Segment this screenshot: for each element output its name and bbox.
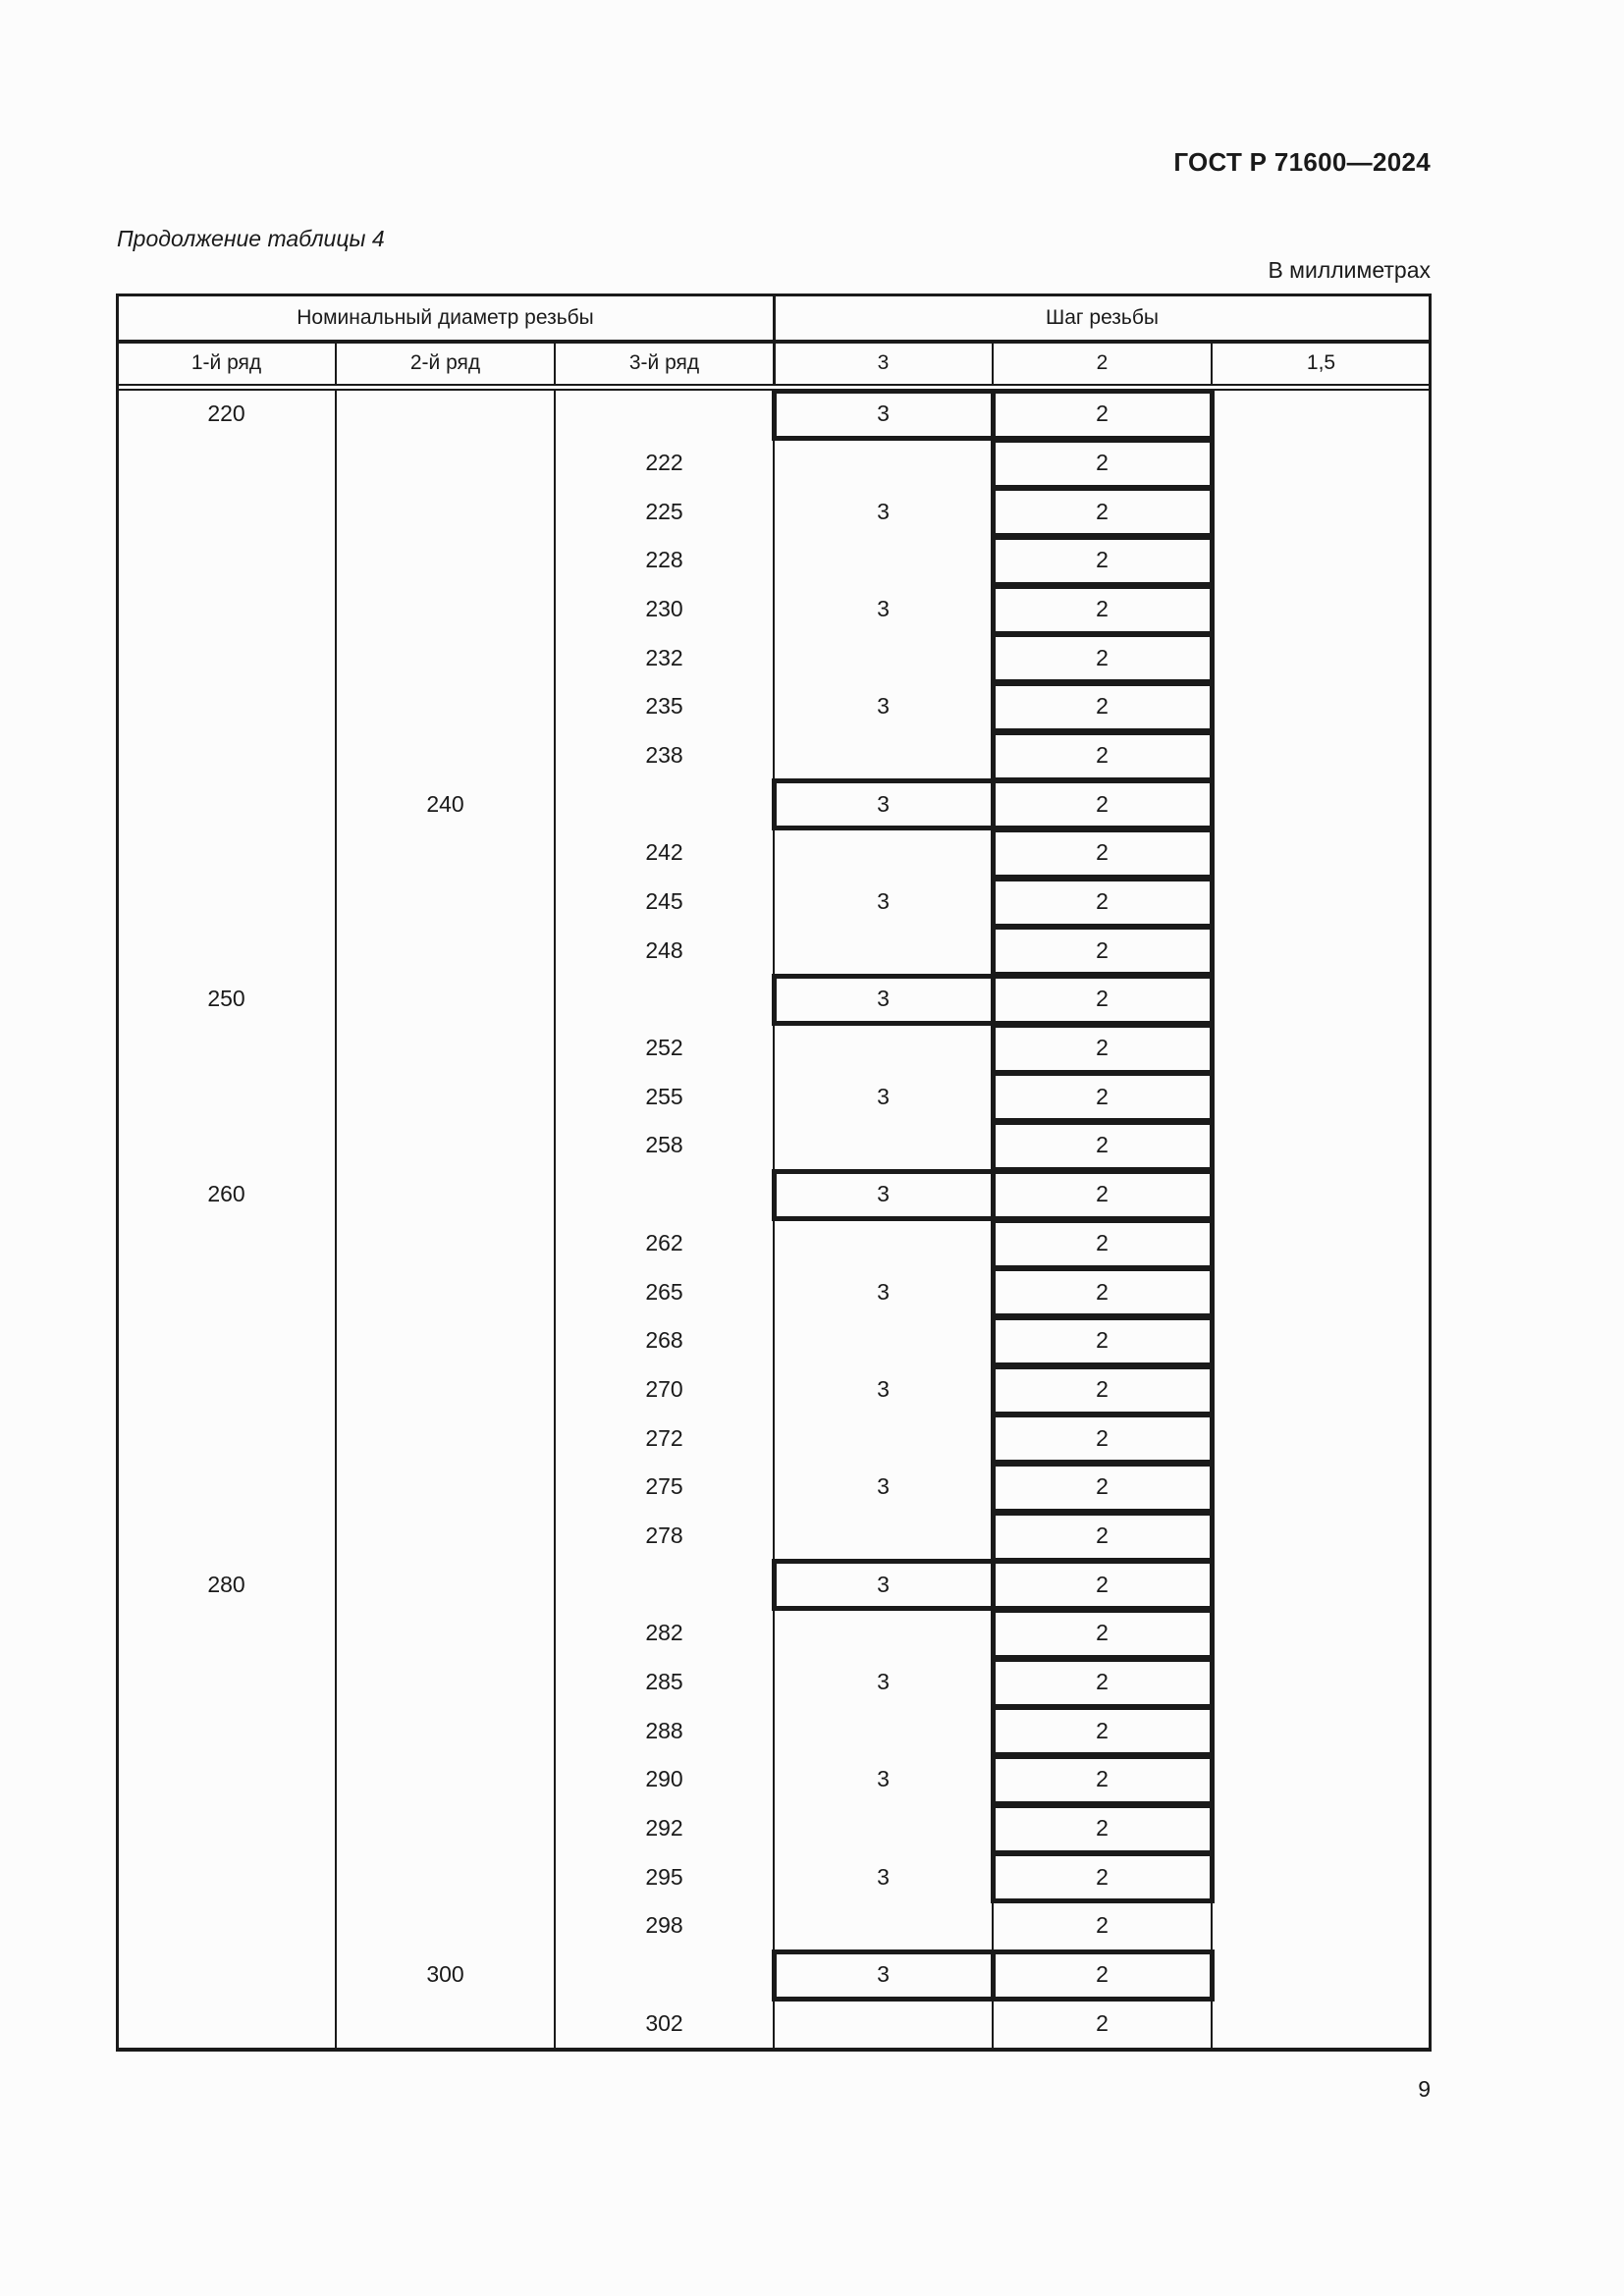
- column-header-pitch-3: 3: [877, 351, 890, 374]
- cell-pitch-3: [774, 1999, 993, 2048]
- cell-pitch-1-5: [1212, 828, 1431, 878]
- vline-group: [773, 294, 776, 385]
- cell-pitch-2: 2: [1096, 888, 1109, 915]
- units-note: В миллиметрах: [1268, 257, 1431, 283]
- cell-pitch-3: [774, 926, 993, 975]
- highlight-box-pitch-2: [991, 389, 1215, 441]
- cell-row-2: [336, 1365, 555, 1415]
- cell-row-1: [117, 487, 336, 536]
- cell-pitch-3: [774, 1804, 993, 1853]
- highlight-box-pitch-2: [991, 486, 1215, 538]
- cell-row-2: [336, 1170, 555, 1219]
- cell-row-1: [117, 1512, 336, 1561]
- cell-row-3: 288: [645, 1717, 683, 1743]
- highlight-box-pitch-2: [991, 1315, 1215, 1367]
- highlight-box-pitch-2: [991, 925, 1215, 977]
- highlight-box-pitch-2: [991, 1364, 1215, 1416]
- cell-row-3: [555, 779, 774, 828]
- highlight-box-pitch-2: [991, 1266, 1215, 1318]
- highlight-box-pitch-3: [772, 389, 996, 441]
- cell-row-2: [336, 1852, 555, 1901]
- cell-row-1: [117, 1219, 336, 1268]
- cell-row-1: [117, 1901, 336, 1950]
- cell-pitch-1-5: [1212, 439, 1431, 488]
- cell-row-2: [336, 1999, 555, 2048]
- cell-row-3: 232: [645, 644, 683, 670]
- cell-row-2: [336, 1267, 555, 1316]
- highlight-box-pitch-2: [991, 1803, 1215, 1855]
- highlight-box-pitch-2: [991, 1949, 1215, 2002]
- cell-row-1: [117, 1024, 336, 1073]
- highlight-box-pitch-2: [991, 1559, 1215, 1611]
- cell-row-2: [336, 439, 555, 488]
- cell-row-2: [336, 390, 555, 439]
- cell-pitch-3: [774, 439, 993, 488]
- cell-row-3: 268: [645, 1327, 683, 1354]
- cell-row-2: [336, 585, 555, 634]
- cell-row-2: 240: [426, 790, 464, 817]
- highlight-box-pitch-2: [991, 1851, 1215, 1903]
- highlight-box-pitch-3: [772, 1559, 996, 1611]
- cell-row-1: [117, 926, 336, 975]
- cell-pitch-3: [774, 1512, 993, 1561]
- cell-row-1: [117, 731, 336, 780]
- cell-row-3: 290: [645, 1766, 683, 1792]
- cell-pitch-3: [774, 1706, 993, 1755]
- cell-row-1: [117, 1121, 336, 1170]
- cell-pitch-1-5: [1212, 1609, 1431, 1658]
- cell-row-3: 298: [645, 1912, 683, 1939]
- cell-pitch-3: [774, 633, 993, 682]
- cell-row-3: 282: [645, 1620, 683, 1646]
- cell-row-1: [117, 1804, 336, 1853]
- cell-pitch-1-5: [1212, 878, 1431, 927]
- cell-pitch-1-5: [1212, 926, 1431, 975]
- cell-pitch-2: 2: [1096, 839, 1109, 866]
- cell-pitch-3: 3: [877, 1278, 890, 1305]
- cell-row-1: 220: [207, 400, 245, 427]
- cell-pitch-3: 3: [877, 1181, 890, 1207]
- highlight-box-pitch-3: [772, 1169, 996, 1221]
- cell-row-1: [117, 1072, 336, 1121]
- cell-pitch-3: 3: [877, 1083, 890, 1109]
- cell-pitch-1-5: [1212, 975, 1431, 1024]
- cell-pitch-1-5: [1212, 1414, 1431, 1463]
- cell-row-2: [336, 1901, 555, 1950]
- cell-row-3: 275: [645, 1473, 683, 1500]
- cell-pitch-1-5: [1212, 731, 1431, 780]
- cell-row-3: 272: [645, 1424, 683, 1451]
- cell-row-1: [117, 1316, 336, 1365]
- cell-pitch-2: 2: [1096, 693, 1109, 720]
- cell-row-2: [336, 1414, 555, 1463]
- highlight-box-pitch-2: [991, 1218, 1215, 1270]
- cell-pitch-2: 2: [1096, 1229, 1109, 1255]
- cell-pitch-1-5: [1212, 1170, 1431, 1219]
- highlight-box-pitch-2: [991, 1120, 1215, 1172]
- cell-pitch-2: 2: [1096, 936, 1109, 963]
- cell-row-1: [117, 585, 336, 634]
- cell-pitch-3: 3: [877, 693, 890, 720]
- cell-pitch-2: 2: [1096, 1181, 1109, 1207]
- cell-pitch-1-5: [1212, 1852, 1431, 1901]
- cell-row-3: 262: [645, 1229, 683, 1255]
- cell-pitch-1-5: [1212, 1365, 1431, 1415]
- cell-pitch-2: 2: [1096, 1960, 1109, 1987]
- cell-pitch-3: [774, 731, 993, 780]
- cell-pitch-2: 2: [1096, 644, 1109, 670]
- cell-pitch-3: [774, 1316, 993, 1365]
- highlight-box-pitch-2: [991, 974, 1215, 1026]
- cell-pitch-2: 2: [1096, 1620, 1109, 1646]
- highlight-box-pitch-2: [991, 535, 1215, 587]
- cell-pitch-3: 3: [877, 400, 890, 427]
- document-code: ГОСТ Р 71600—2024: [1173, 147, 1431, 177]
- cell-pitch-3: 3: [877, 986, 890, 1012]
- cell-pitch-1-5: [1212, 585, 1431, 634]
- cell-row-1: [117, 1658, 336, 1707]
- highlight-box-pitch-2: [991, 1754, 1215, 1806]
- cell-row-1: [117, 682, 336, 731]
- highlight-box-pitch-2: [991, 1511, 1215, 1563]
- cell-pitch-2: 2: [1096, 1571, 1109, 1597]
- cell-row-3: 242: [645, 839, 683, 866]
- highlight-box-pitch-2: [991, 778, 1215, 830]
- cell-pitch-2: 2: [1096, 1717, 1109, 1743]
- cell-pitch-2: 2: [1096, 498, 1109, 524]
- cell-pitch-1-5: [1212, 536, 1431, 585]
- cell-pitch-2: 2: [1096, 450, 1109, 475]
- cell-row-2: [336, 926, 555, 975]
- cell-pitch-2: 2: [1096, 1814, 1109, 1841]
- cell-pitch-1-5: [1212, 1658, 1431, 1707]
- cell-pitch-2: 2: [1096, 1327, 1109, 1354]
- cell-pitch-2: 2: [1096, 547, 1109, 573]
- cell-pitch-3: [774, 1121, 993, 1170]
- cell-row-1: [117, 1365, 336, 1415]
- cell-row-2: [336, 1609, 555, 1658]
- cell-row-1: [117, 1414, 336, 1463]
- cell-row-3: 235: [645, 693, 683, 720]
- cell-row-3: [555, 1950, 774, 2000]
- cell-row-2: [336, 633, 555, 682]
- cell-row-2: [336, 1755, 555, 1804]
- cell-row-2: [336, 536, 555, 585]
- cell-row-2: 300: [426, 1960, 464, 1987]
- cell-pitch-1-5: [1212, 1463, 1431, 1512]
- cell-row-3: [555, 1170, 774, 1219]
- cell-pitch-3: 3: [877, 790, 890, 817]
- cell-pitch-1-5: [1212, 633, 1431, 682]
- cell-pitch-2: 2: [1096, 2009, 1109, 2036]
- cell-row-1: [117, 828, 336, 878]
- cell-row-3: 265: [645, 1278, 683, 1305]
- highlight-box-pitch-3: [772, 778, 996, 830]
- table-continuation-caption: Продолжение таблицы 4: [117, 226, 385, 251]
- highlight-box-pitch-2: [991, 1071, 1215, 1123]
- cell-row-3: [555, 390, 774, 439]
- cell-pitch-3: [774, 1024, 993, 1073]
- cell-row-1: [117, 536, 336, 585]
- cell-row-1: 280: [207, 1571, 245, 1597]
- cell-pitch-1-5: [1212, 1267, 1431, 1316]
- cell-pitch-1-5: [1212, 390, 1431, 439]
- cell-pitch-3: 3: [877, 1571, 890, 1597]
- cell-row-1: [117, 1852, 336, 1901]
- cell-row-1: [117, 1463, 336, 1512]
- cell-pitch-2: 2: [1096, 742, 1109, 769]
- cell-pitch-1-5: [1212, 1072, 1431, 1121]
- cell-row-2: [336, 1560, 555, 1609]
- cell-pitch-3: 3: [877, 1473, 890, 1500]
- cell-pitch-1-5: [1212, 1560, 1431, 1609]
- cell-pitch-1-5: [1212, 682, 1431, 731]
- cell-pitch-2: 2: [1096, 1473, 1109, 1500]
- cell-pitch-3: 3: [877, 1668, 890, 1694]
- vline-header: [554, 342, 556, 385]
- cell-row-3: 252: [645, 1035, 683, 1061]
- vline-body: [554, 390, 556, 2048]
- table-left-border: [116, 294, 119, 2050]
- cell-pitch-3: [774, 1414, 993, 1463]
- cell-row-1: [117, 1609, 336, 1658]
- cell-pitch-3: [774, 828, 993, 878]
- cell-row-2: [336, 731, 555, 780]
- cell-pitch-3: [774, 1901, 993, 1950]
- cell-pitch-1-5: [1212, 1804, 1431, 1853]
- cell-row-3: 248: [645, 936, 683, 963]
- cell-pitch-2: 2: [1096, 1132, 1109, 1158]
- cell-row-2: [336, 1219, 555, 1268]
- cell-pitch-2: 2: [1096, 986, 1109, 1012]
- highlight-box-pitch-2: [991, 1023, 1215, 1075]
- cell-row-2: [336, 1463, 555, 1512]
- cell-row-2: [336, 682, 555, 731]
- vline-body: [335, 390, 337, 2048]
- cell-row-2: [336, 1316, 555, 1365]
- highlight-box-pitch-2: [991, 877, 1215, 929]
- cell-pitch-2: 2: [1096, 1766, 1109, 1792]
- cell-row-1: [117, 1706, 336, 1755]
- cell-pitch-1-5: [1212, 1024, 1431, 1073]
- cell-row-3: 302: [645, 2009, 683, 2036]
- highlight-box-pitch-2: [991, 1608, 1215, 1660]
- cell-row-3: 222: [645, 450, 683, 475]
- highlight-box-pitch-3: [772, 1949, 996, 2002]
- cell-pitch-3: 3: [877, 596, 890, 622]
- cell-row-3: 278: [645, 1522, 683, 1548]
- cell-pitch-3: 3: [877, 1960, 890, 1987]
- highlight-box-pitch-2: [991, 1657, 1215, 1709]
- cell-row-1: [117, 633, 336, 682]
- highlight-box-pitch-2: [991, 828, 1215, 880]
- cell-row-1: [117, 1755, 336, 1804]
- cell-row-2: [336, 1512, 555, 1561]
- cell-row-1: 250: [207, 986, 245, 1012]
- column-header-row-3: 3-й ряд: [628, 351, 700, 374]
- cell-pitch-2: 2: [1096, 1083, 1109, 1109]
- cell-row-3: 245: [645, 888, 683, 915]
- cell-row-1: [117, 1267, 336, 1316]
- highlight-box-pitch-2: [991, 1462, 1215, 1514]
- cell-pitch-1-5: [1212, 487, 1431, 536]
- highlight-box-pitch-2: [991, 730, 1215, 782]
- cell-row-3: 228: [645, 547, 683, 573]
- cell-pitch-2: 2: [1096, 1278, 1109, 1305]
- highlight-box-pitch-2: [991, 681, 1215, 733]
- cell-row-2: [336, 1658, 555, 1707]
- cell-row-3: 258: [645, 1132, 683, 1158]
- cell-pitch-3: 3: [877, 1766, 890, 1792]
- cell-pitch-3: [774, 1609, 993, 1658]
- highlight-box-pitch-2: [991, 584, 1215, 636]
- highlight-box-pitch-2: [991, 1169, 1215, 1221]
- cell-pitch-2: 2: [1096, 596, 1109, 622]
- cell-row-2: [336, 878, 555, 927]
- cell-pitch-1-5: [1212, 1706, 1431, 1755]
- vline-header: [992, 342, 994, 385]
- highlight-box-pitch-2: [991, 632, 1215, 684]
- cell-pitch-3: 3: [877, 1375, 890, 1402]
- cell-row-2: [336, 1804, 555, 1853]
- cell-pitch-1-5: [1212, 1901, 1431, 1950]
- cell-row-3: 230: [645, 596, 683, 622]
- cell-row-2: [336, 1706, 555, 1755]
- cell-pitch-1-5: [1212, 1219, 1431, 1268]
- group-header-nominal-diameter: Номинальный диаметр резьбы: [297, 305, 594, 329]
- highlight-box-pitch-3: [772, 974, 996, 1026]
- cell-row-1: [117, 439, 336, 488]
- cell-row-3: [555, 1560, 774, 1609]
- table-bottom-border: [116, 2048, 1432, 2052]
- cell-pitch-1-5: [1212, 1316, 1431, 1365]
- cell-pitch-2: 2: [1096, 1424, 1109, 1451]
- column-header-pitch-2: 2: [1096, 351, 1109, 374]
- cell-pitch-2: 2: [1096, 1375, 1109, 1402]
- cell-row-3: 285: [645, 1668, 683, 1694]
- cell-pitch-1-5: [1212, 1512, 1431, 1561]
- column-header-row-2: 2-й ряд: [409, 351, 481, 374]
- group-header-thread-pitch: Шаг резьбы: [1045, 305, 1159, 329]
- cell-row-3: 225: [645, 498, 683, 524]
- cell-pitch-2: 2: [1096, 790, 1109, 817]
- cell-row-3: 292: [645, 1814, 683, 1841]
- cell-row-1: [117, 1999, 336, 2048]
- cell-row-2: [336, 487, 555, 536]
- cell-pitch-2: 2: [1096, 1522, 1109, 1548]
- cell-row-2: [336, 975, 555, 1024]
- cell-pitch-1-5: [1212, 1950, 1431, 2000]
- cell-row-3: 270: [645, 1375, 683, 1402]
- cell-row-3: 238: [645, 742, 683, 769]
- cell-row-2: [336, 1121, 555, 1170]
- cell-row-3: 295: [645, 1863, 683, 1890]
- table-right-border: [1429, 294, 1432, 2050]
- cell-row-1: 260: [207, 1181, 245, 1207]
- cell-row-2: [336, 1072, 555, 1121]
- cell-pitch-2: 2: [1096, 1863, 1109, 1890]
- highlight-box-pitch-2: [991, 1705, 1215, 1757]
- cell-pitch-3: 3: [877, 498, 890, 524]
- cell-row-2: [336, 828, 555, 878]
- column-header-pitch-1-5: 1,5: [1306, 351, 1336, 374]
- cell-row-1: [117, 1950, 336, 2000]
- cell-pitch-1-5: [1212, 779, 1431, 828]
- cell-pitch-1-5: [1212, 1999, 1431, 2048]
- cell-pitch-2: 2: [1096, 1035, 1109, 1061]
- vline-header: [335, 342, 337, 385]
- vline-header: [1211, 342, 1213, 385]
- page-number: 9: [1418, 2076, 1431, 2102]
- cell-row-1: [117, 878, 336, 927]
- cell-pitch-1-5: [1212, 1755, 1431, 1804]
- cell-row-1: [117, 779, 336, 828]
- cell-pitch-3: [774, 1219, 993, 1268]
- column-header-row-1: 1-й ряд: [190, 351, 262, 374]
- cell-pitch-3: 3: [877, 1863, 890, 1890]
- cell-row-2: [336, 1024, 555, 1073]
- cell-pitch-1-5: [1212, 1121, 1431, 1170]
- highlight-box-pitch-2: [991, 1413, 1215, 1465]
- cell-row-3: 255: [645, 1083, 683, 1109]
- highlight-box-pitch-2: [991, 438, 1215, 490]
- cell-pitch-2: 2: [1096, 1912, 1109, 1939]
- cell-row-3: [555, 975, 774, 1024]
- cell-pitch-2: 2: [1096, 1668, 1109, 1694]
- cell-pitch-2: 2: [1096, 400, 1109, 427]
- cell-pitch-3: [774, 536, 993, 585]
- cell-pitch-3: 3: [877, 888, 890, 915]
